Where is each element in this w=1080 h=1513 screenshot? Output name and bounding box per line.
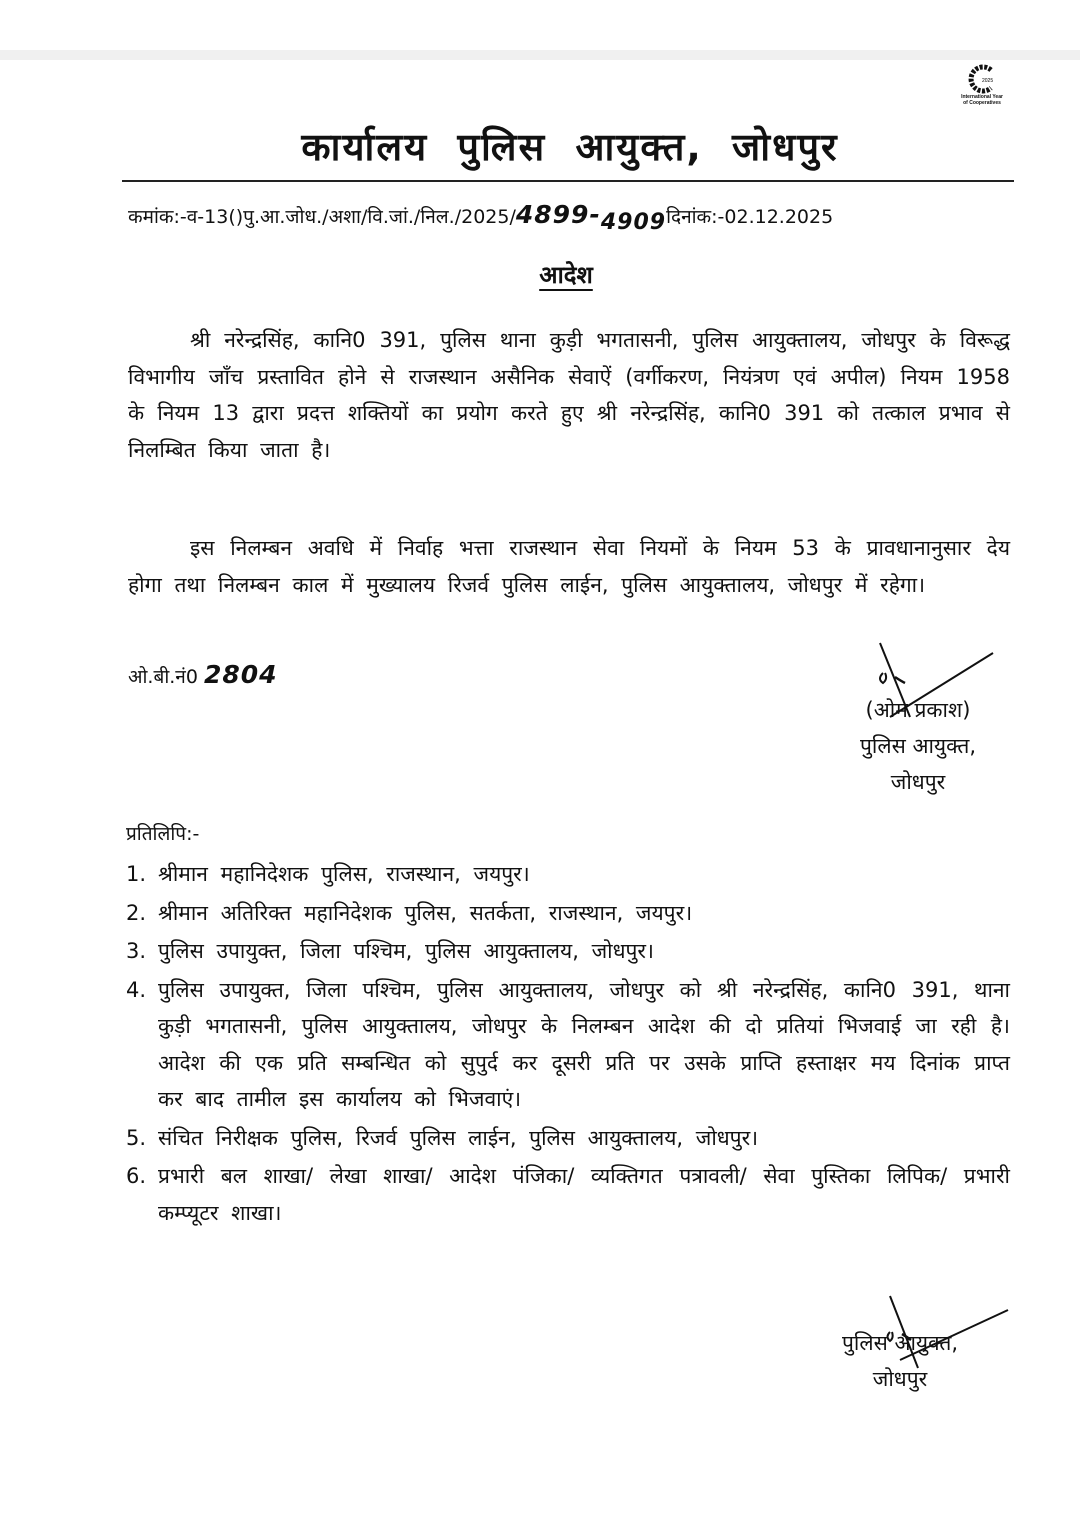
signature-block-1 <box>818 692 1018 800</box>
copy-to-item <box>126 1158 1010 1231</box>
ob-label: ओ.बी.नं0 <box>128 666 198 688</box>
international-year-of-cooperatives-icon <box>965 64 999 94</box>
signatory-designation: पुलिस आयुक्त, <box>859 734 977 758</box>
copy-to-label: प्रतिलिपि:- <box>126 823 200 845</box>
item-text: श्रीमान अतिरिक्त महानिदेशक पुलिस, सतर्कता, राजस्थान, जयपुर। <box>158 900 693 925</box>
handwritten-dispatch-from: 4899- <box>515 200 601 229</box>
reference-number: कमांक:-व-13()पु.आ.जोध./अशा/वि.जां./निल./2025/ <box>128 206 516 228</box>
reference-line <box>128 200 1008 235</box>
page-edge-band <box>0 50 1080 60</box>
office-title: कार्यालय पुलिस आयुक्त, जोधपुर <box>301 125 839 169</box>
copy-to-item <box>126 856 1010 893</box>
cooperatives-logo <box>952 64 1012 114</box>
signatory-name: (ओम प्रकाश) <box>865 698 971 722</box>
logo-year: 2025 <box>982 78 994 84</box>
copy-to-item <box>126 1120 1010 1157</box>
signatory-designation: पुलिस आयुक्त, <box>841 1331 959 1355</box>
date-value: 02.12.2025 <box>724 206 834 228</box>
logo-caption-1: International Year <box>961 94 1003 100</box>
signatory-place: जोधपुर <box>890 770 946 794</box>
copy-to-item <box>126 933 1010 970</box>
item-text: संचित निरीक्षक पुलिस, रिजर्व पुलिस लाईन, पुलिस आयुक्तालय, जोधपुर। <box>158 1125 759 1150</box>
ob-number <box>128 660 278 689</box>
item-number: 4. <box>126 977 147 1002</box>
handwritten-dispatch-to: 4909 <box>600 210 667 235</box>
item-number: 6. <box>126 1164 147 1188</box>
signatory-place: जोधपुर <box>872 1367 928 1391</box>
copy-to-item <box>126 895 1010 932</box>
date-label: दिनांक:- <box>666 206 725 228</box>
item-text: प्रभारी बल शाखा/ लेखा शाखा/ आदेश पंजिका/ व्यक्तिगत पत्रावली/ सेवा पुस्तिका लिपिक/ प्रभारी कम्प्यूटर शाखा। <box>158 1164 1010 1225</box>
item-number: 5. <box>126 1125 147 1150</box>
item-text: पुलिस उपायुक्त, जिला पश्चिम, पुलिस आयुक्तालय, जोधपुर। <box>158 939 654 963</box>
header-rule <box>122 180 1014 182</box>
signature-block-2 <box>800 1325 1000 1397</box>
order-paragraph-1: श्री नरेन्द्रसिंह, कानि0 391, पुलिस थाना कुड़ी भगतासनी, पुलिस आयुक्तालय, जोधपुर के विरूद्ध विभागीय जाँच प्रस्तावित होने से राजस्थान असैनिक सेवाऐं (वर्गीकरण, नियंत्रण एवं अपील) नियम 1958 के नियम 13 द्वारा प्रदत्त शक्तियों का प्रयोग करते हुए श्री नरेन्द्रसिंह, कानि0 391 को तत्काल प्रभाव से निलम्बित किया जाता है। <box>128 328 1010 462</box>
order-heading: आदेश <box>539 261 593 289</box>
copy-to-item <box>126 972 1010 1118</box>
copy-to-list <box>126 856 1010 1233</box>
item-number: 2. <box>126 900 147 925</box>
logo-caption-2: of Cooperatives <box>963 100 1001 106</box>
item-number: 3. <box>126 939 147 963</box>
ob-number-handwritten: 2804 <box>203 660 278 689</box>
item-text: श्रीमान महानिदेशक पुलिस, राजस्थान, जयपुर। <box>158 862 530 886</box>
item-text: पुलिस उपायुक्त, जिला पश्चिम, पुलिस आयुक्तालय, जोधपुर को श्री नरेन्द्रसिंह, कानि0 391, थाना कुड़ी भगतासनी, पुलिस आयुक्तालय, जोधपुर के निलम्बन आदेश की दो प्रतियां भिजवाई जा रही है। आदेश की एक प्रति सम्बन्धित को सुपुर्द कर दूसरी प्रति पर उसके प्राप्ति हस्ताक्षर मय दिनांक प्राप्त कर बाद तामील इस कार्यालय को भिजवाएं। <box>158 977 1010 1111</box>
order-paragraph-2: इस निलम्बन अवधि में निर्वाह भत्ता राजस्थान सेवा नियमों के नियम 53 के प्रावधानानुसार देय होगा तथा निलम्बन काल में मुख्यालय रिजर्व पुलिस लाईन, पुलिस आयुक्तालय, जोधपुर में रहेगा। <box>128 536 1010 597</box>
top-margin <box>0 0 1080 52</box>
item-number: 1. <box>126 862 147 886</box>
